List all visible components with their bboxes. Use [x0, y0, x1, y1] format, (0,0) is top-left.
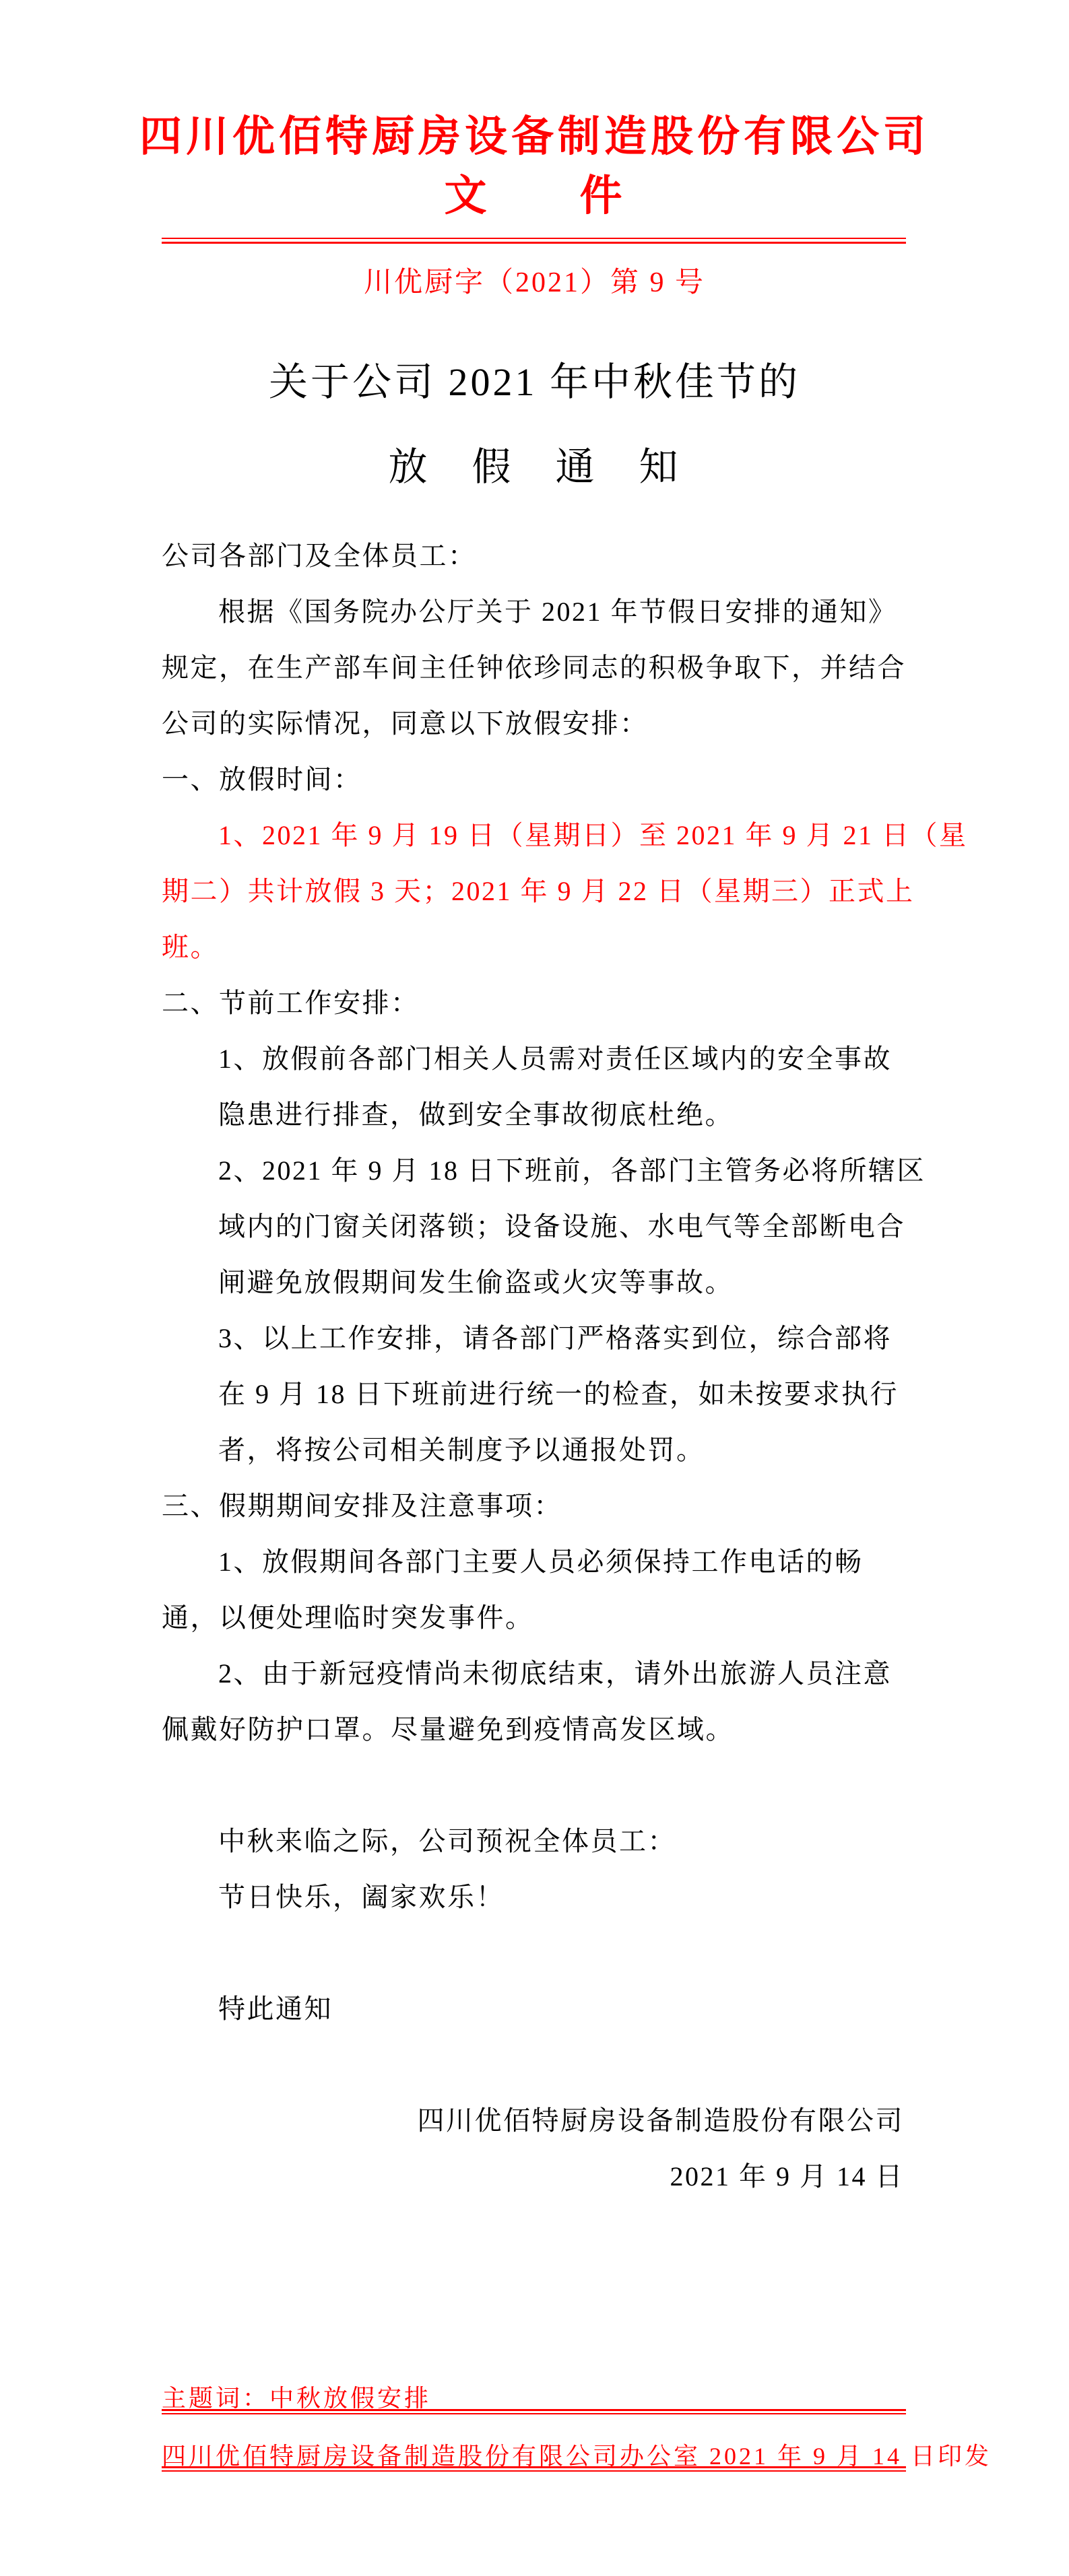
body-line: 1、放假期间各部门主要人员必须保持工作电话的畅	[218, 1547, 864, 1577]
body-line: 2、由于新冠疫情尚未彻底结束，请外出旅游人员注意	[218, 1658, 892, 1689]
body-line: 节日快乐，阖家欢乐！	[218, 1882, 505, 1912]
body-line: 者，将按公司相关制度予以通报处罚。	[218, 1435, 705, 1465]
body-line: 在 9 月 18 日下班前进行统一的检查，如未按要求执行	[218, 1379, 899, 1409]
body-line: 三、假期期间安排及注意事项：	[162, 1491, 562, 1521]
body-line: 四川优佰特厨房设备制造股份有限公司	[417, 2105, 904, 2136]
body-line: 公司各部门及全体员工：	[162, 541, 477, 571]
body-line: 域内的门窗关闭落锁；设备设施、水电气等全部断电合	[218, 1211, 905, 1242]
document-title-line1: 关于公司 2021 年中秋佳节的	[268, 360, 800, 404]
document-title-line2: 放 假 通 知	[388, 445, 681, 489]
letterhead-document-word: 文 件	[444, 172, 625, 219]
body-line: 班。	[162, 932, 219, 962]
body-line: 根据《国务院办公厅关于 2021 年节假日安排的通知》	[218, 597, 897, 627]
body-line: 闸避免放假期间发生偷盗或火灾等事故。	[218, 1267, 734, 1297]
body-line: 隐患进行排查，做到安全事故彻底杜绝。	[218, 1099, 734, 1130]
body-line: 二、节前工作安排：	[162, 988, 420, 1018]
body-line: 规定，在生产部车间主任钟依珍同志的积极争取下，并结合	[162, 652, 906, 683]
body-line: 期二）共计放假 3 天；2021 年 9 月 22 日（星期三）正式上	[162, 876, 915, 906]
footer-subject-keywords: 主题词：中秋放假安排	[162, 2385, 432, 2412]
red-separator-line	[162, 238, 906, 244]
document-body	[162, 528, 968, 2204]
body-line: 佩戴好防护口罩。尽量避免到疫情高发区域。	[162, 1714, 734, 1744]
letterhead-company-name: 四川优佰特厨房设备制造股份有限公司	[139, 113, 930, 160]
body-line: 中秋来临之际，公司预祝全体员工：	[218, 1826, 676, 1856]
body-line	[162, 1925, 904, 1981]
body-line: 通，以便处理临时突发事件。	[162, 1602, 534, 1633]
body-line: 一、放假时间：	[162, 764, 362, 794]
body-line: 公司的实际情况，同意以下放假安排：	[162, 708, 649, 739]
body-line: 1、放假前各部门相关人员需对责任区域内的安全事故	[218, 1044, 892, 1074]
footer-separator-line-2	[162, 2466, 906, 2472]
body-line: 3、以上工作安排，请各部门严格落实到位，综合部将	[218, 1323, 892, 1353]
body-line: 2021 年 9 月 14 日	[670, 2161, 904, 2192]
body-line: 2、2021 年 9 月 18 日下班前，各部门主管务必将所辖区	[218, 1155, 926, 1186]
footer-issuing-office: 四川优佰特厨房设备制造股份有限公司办公室 2021 年 9 月 14 日印发	[162, 2443, 992, 2470]
body-line: 1、2021 年 9 月 19 日（星期日）至 2021 年 9 月 21 日（星	[218, 820, 968, 850]
body-line	[162, 1757, 904, 1813]
body-line: 特此通知	[218, 1994, 333, 2024]
document-number: 川优厨字（2021）第 9 号	[363, 267, 705, 298]
footer-separator-line-1	[162, 2409, 906, 2414]
body-line	[162, 2037, 904, 2093]
